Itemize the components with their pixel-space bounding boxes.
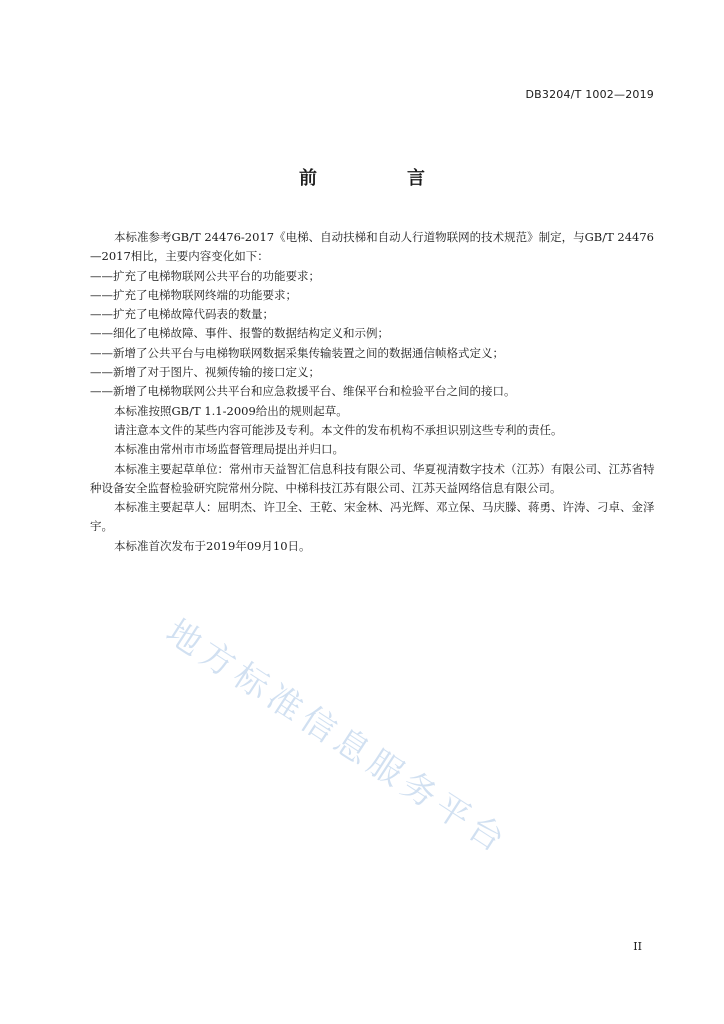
change-item: ——扩充了电梯故障代码表的数量； <box>90 307 274 322</box>
watermark: 地方标准信息服务平台 <box>158 611 517 864</box>
drafting-units-paragraph: 本标准主要起草单位：常州市天益智汇信息科技有限公司、华夏视清数字技术（江苏）有限公司、江苏省特种设备安全监督检验研究院常州分院、中梯科技江苏有限公司、江苏天益网络信息有限公司。 <box>90 461 655 495</box>
change-item: ——新增了公共平台与电梯物联网数据采集传输装置之间的数据通信帧格式定义； <box>90 345 504 360</box>
intro-paragraph: 本标准参考GB/T 24476-2017《电梯、自动扶梯和自动人行道物联网的技术规范》制定，与GB/T 24476—2017相比，主要内容变化如下： <box>90 230 654 264</box>
change-item: ——扩充了电梯物联网公共平台的功能要求； <box>90 268 320 283</box>
drafters-paragraph: 本标准主要起草人：屈明杰、许卫全、王乾、宋金林、冯光辉、邓立保、马庆滕、蒋勇、许涛、刁卓、金泽宇。 <box>90 500 655 534</box>
page-title: 前 言 <box>299 168 461 189</box>
foreword-body <box>90 228 660 556</box>
patent-notice-paragraph: 请注意本文件的某些内容可能涉及专利。本文件的发布机构不承担识别这些专利的责任。 <box>114 422 563 437</box>
change-item: ——细化了电梯故障、事件、报警的数据结构定义和示例； <box>90 326 389 341</box>
first-issue-paragraph: 本标准首次发布于2019年09月10日。 <box>114 538 311 553</box>
proposer-paragraph: 本标准由常州市市场监督管理局提出并归口。 <box>114 442 344 457</box>
change-item: ——新增了电梯物联网公共平台和应急救援平台、维保平台和检验平台之间的接口。 <box>90 384 516 399</box>
page-number: II <box>633 940 642 953</box>
drafting-rules-paragraph: 本标准按照GB/T 1.1-2009给出的规则起草。 <box>114 403 348 418</box>
change-item: ——新增了对于图片、视频传输的接口定义； <box>90 365 320 380</box>
change-item: ——扩充了电梯物联网终端的功能要求； <box>90 287 297 302</box>
document-code: DB3204/T 1002—2019 <box>525 88 654 101</box>
